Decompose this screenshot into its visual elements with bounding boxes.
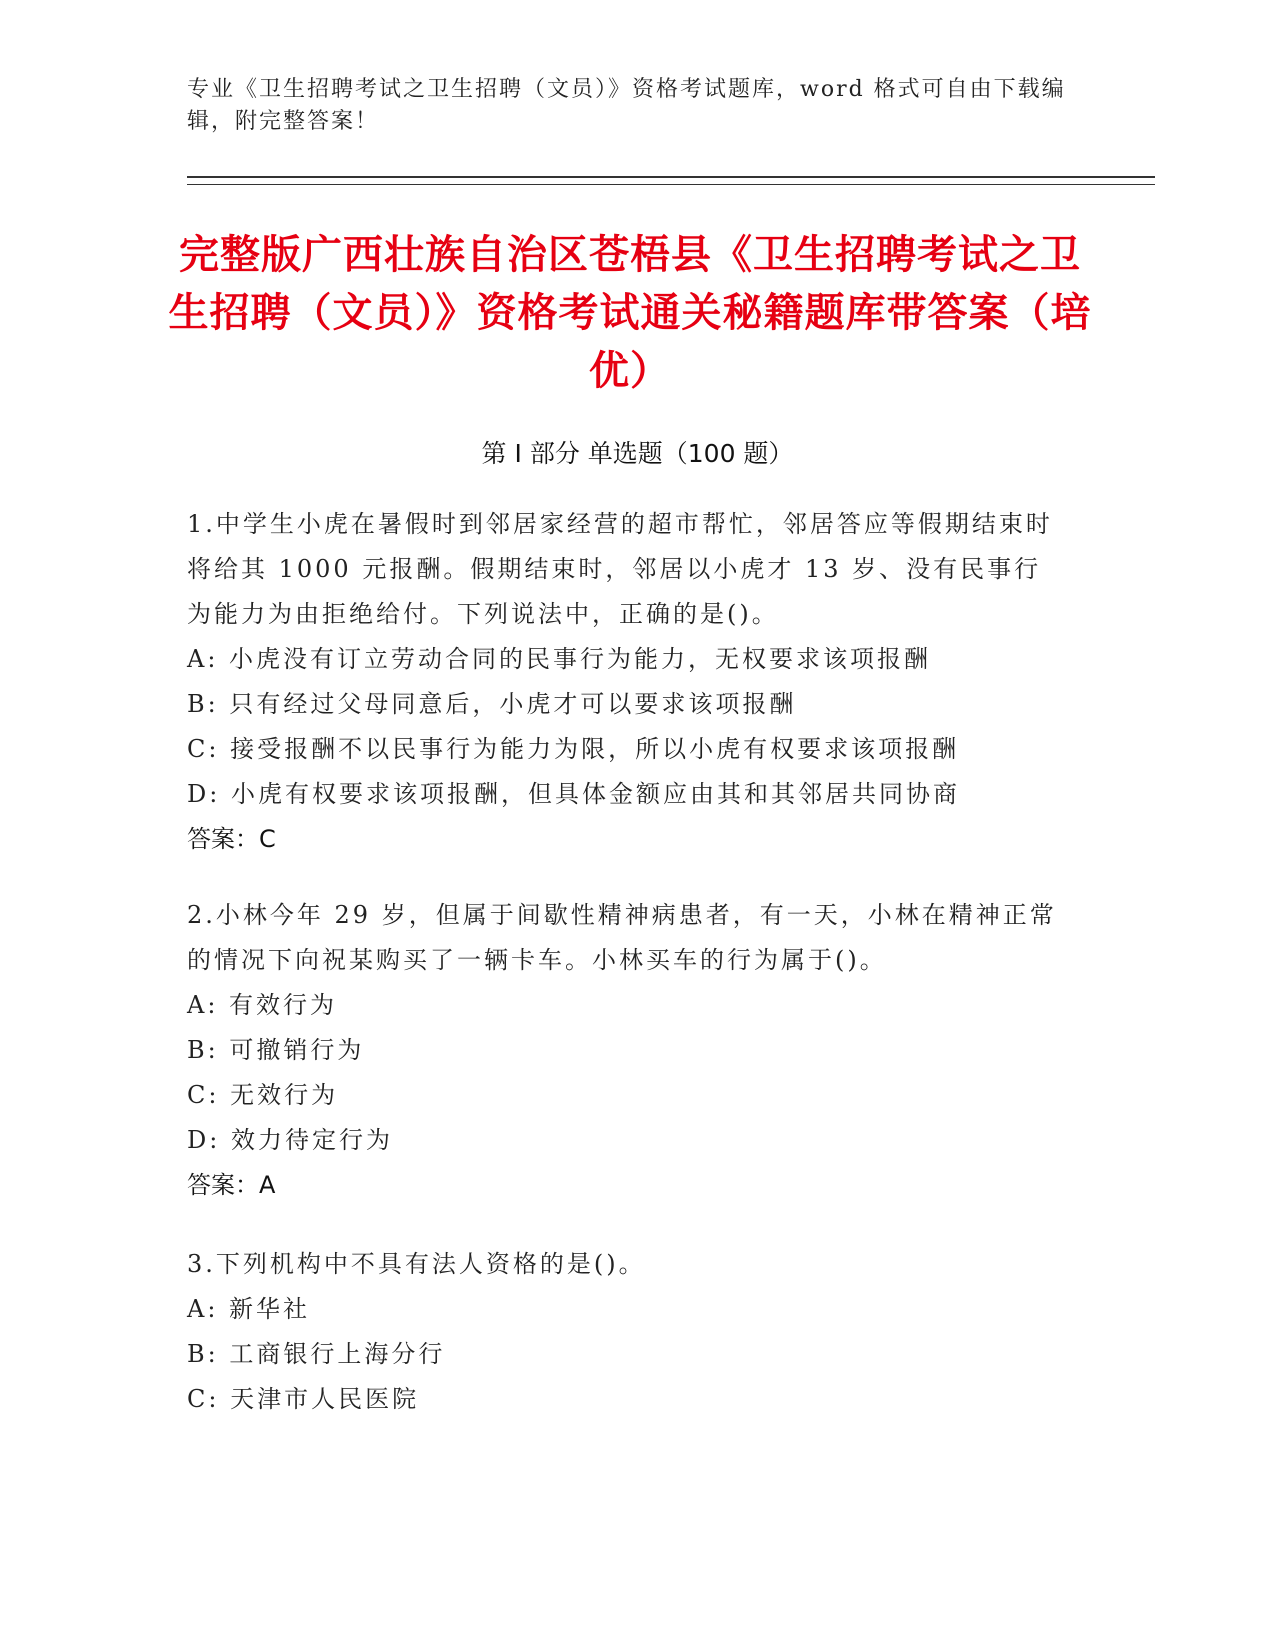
option-d: D: 效力待定行为 xyxy=(187,1126,393,1154)
question-3 xyxy=(187,1242,1067,1422)
section-heading: 第 I 部分 单选题（100 题） xyxy=(481,439,794,468)
option-c: C: 天津市人民医院 xyxy=(187,1385,420,1413)
header-divider-thin xyxy=(187,184,1155,185)
question-stem: 1.中学生小虎在暑假时到邻居家经营的超市帮忙，邻居答应等假期结束时将给其 1000 元报酬。假期结束时，邻居以小虎才 13 岁、没有民事行为能力为由拒绝给付。下列说法中，正确的是()。 xyxy=(187,510,1053,628)
question-2 xyxy=(187,893,1067,1208)
option-b: B: 可撤销行为 xyxy=(187,1036,365,1064)
option-d: D: 小虎有权要求该项报酬，但具体金额应由其和其邻居共同协商 xyxy=(187,780,960,808)
document-title: 完整版广西壮族自治区苍梧县《卫生招聘考试之卫生招聘（文员）》资格考试通关秘籍题库带答案（培优） xyxy=(168,232,1092,394)
option-b: B: 工商银行上海分行 xyxy=(187,1340,446,1368)
option-c: C: 无效行为 xyxy=(187,1081,339,1109)
question-1 xyxy=(187,502,1067,862)
option-c: C: 接受报酬不以民事行为能力为限，所以小虎有权要求该项报酬 xyxy=(187,735,960,763)
answer: 答案：C xyxy=(187,825,276,853)
answer: 答案：A xyxy=(187,1171,276,1199)
option-b: B: 只有经过父母同意后，小虎才可以要求该项报酬 xyxy=(187,690,797,718)
option-a: A: 新华社 xyxy=(187,1295,311,1323)
header-divider-thick xyxy=(187,176,1155,178)
header-note: 专业《卫生招聘考试之卫生招聘（文员）》资格考试题库，word 格式可自由下载编辑，附完整答案！ xyxy=(187,77,1066,134)
question-stem: 3.下列机构中不具有法人资格的是()。 xyxy=(187,1250,646,1278)
option-a: A: 小虎没有订立劳动合同的民事行为能力，无权要求该项报酬 xyxy=(187,645,932,673)
question-stem: 2.小林今年 29 岁，但属于间歇性精神病患者，有一天，小林在精神正常的情况下向祝某购买了一辆卡车。小林买车的行为属于()。 xyxy=(187,901,1057,974)
option-a: A: 有效行为 xyxy=(187,991,338,1019)
